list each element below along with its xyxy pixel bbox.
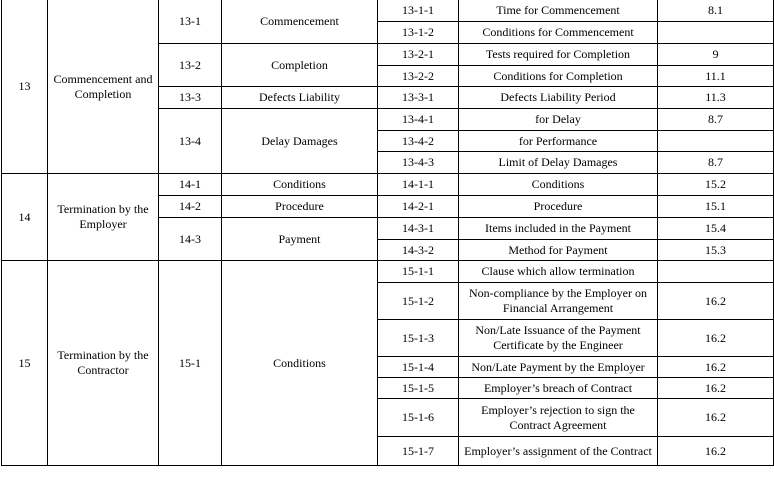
item-description: for Delay [459,109,658,131]
subsection-name: Defects Liability [222,87,378,109]
item-code: 13-2-2 [378,66,459,87]
clause-reference: 8.7 [658,109,774,131]
section-number: 15 [2,261,48,466]
clause-reference: 15.1 [658,196,774,218]
table-row [2,261,774,283]
item-code: 14-1-1 [378,174,459,196]
subsection-name: Commencement [222,0,378,44]
subsection-id: 13-2 [159,44,222,87]
item-code: 14-2-1 [378,196,459,218]
item-code: 13-3-1 [378,87,459,109]
item-code: 15-1-2 [378,283,459,320]
section-title: Termination by the Contractor [48,261,159,466]
item-code: 15-1-1 [378,261,459,283]
subsection-id: 15-1 [159,261,222,466]
item-code: 13-1-1 [378,0,459,22]
subsection-name: Payment [222,218,378,261]
clause-reference: 15.3 [658,240,774,261]
item-description: Time for Commencement [459,0,658,22]
clause-reference: 15.2 [658,174,774,196]
item-description: Non-compliance by the Employer on Financial Arrangement [459,283,658,320]
item-code: 13-4-1 [378,109,459,131]
clause-reference [658,22,774,44]
clause-reference [658,261,774,283]
subsection-name: Procedure [222,196,378,218]
subsection-id: 13-4 [159,109,222,174]
item-description: Non/Late Payment by the Employer [459,357,658,378]
item-description: Employer’s rejection to sign the Contract Agreement [459,399,658,437]
clause-reference: 16.2 [658,437,774,466]
item-code: 13-4-2 [378,131,459,152]
clause-reference: 15.4 [658,218,774,240]
item-code: 15-1-6 [378,399,459,437]
section-title: Commencement and Completion [48,0,159,174]
item-code: 13-2-1 [378,44,459,66]
table-row [2,174,774,196]
item-description: Conditions for Completion [459,66,658,87]
item-code: 15-1-7 [378,437,459,466]
subsection-id: 14-3 [159,218,222,261]
clause-reference: 8.7 [658,152,774,174]
item-description: Method for Payment [459,240,658,261]
item-description: Conditions for Commencement [459,22,658,44]
clause-reference: 16.2 [658,357,774,378]
clause-reference: 16.2 [658,378,774,399]
subsection-name: Completion [222,44,378,87]
clause-reference [658,131,774,152]
clause-reference: 8.1 [658,0,774,22]
subsection-name: Conditions [222,261,378,466]
item-description: Defects Liability Period [459,87,658,109]
subsection-id: 13-1 [159,0,222,44]
subsection-name: Conditions [222,174,378,196]
item-description: Non/Late Issuance of the Payment Certificate by the Engineer [459,320,658,357]
section-number: 14 [2,174,48,261]
table-row [2,0,774,22]
item-code: 15-1-3 [378,320,459,357]
clause-reference: 11.1 [658,66,774,87]
item-description: for Performance [459,131,658,152]
item-code: 13-4-3 [378,152,459,174]
subsection-name: Delay Damages [222,109,378,174]
item-code: 14-3-1 [378,218,459,240]
subsection-id: 14-2 [159,196,222,218]
item-code: 13-1-2 [378,22,459,44]
item-description: Tests required for Completion [459,44,658,66]
section-number: 13 [2,0,48,174]
clause-reference: 16.2 [658,283,774,320]
item-description: Conditions [459,174,658,196]
subsection-id: 13-3 [159,87,222,109]
clause-reference: 16.2 [658,320,774,357]
clause-reference: 9 [658,44,774,66]
section-title: Termination by the Employer [48,174,159,261]
clause-reference: 16.2 [658,399,774,437]
item-code: 14-3-2 [378,240,459,261]
item-code: 15-1-4 [378,357,459,378]
clause-reference: 11.3 [658,87,774,109]
item-description: Employer’s breach of Contract [459,378,658,399]
item-description: Clause which allow termination [459,261,658,283]
item-description: Limit of Delay Damages [459,152,658,174]
subsection-id: 14-1 [159,174,222,196]
item-description: Procedure [459,196,658,218]
item-description: Employer’s assignment of the Contract [459,437,658,466]
clause-table [1,0,774,466]
item-code: 15-1-5 [378,378,459,399]
item-description: Items included in the Payment [459,218,658,240]
